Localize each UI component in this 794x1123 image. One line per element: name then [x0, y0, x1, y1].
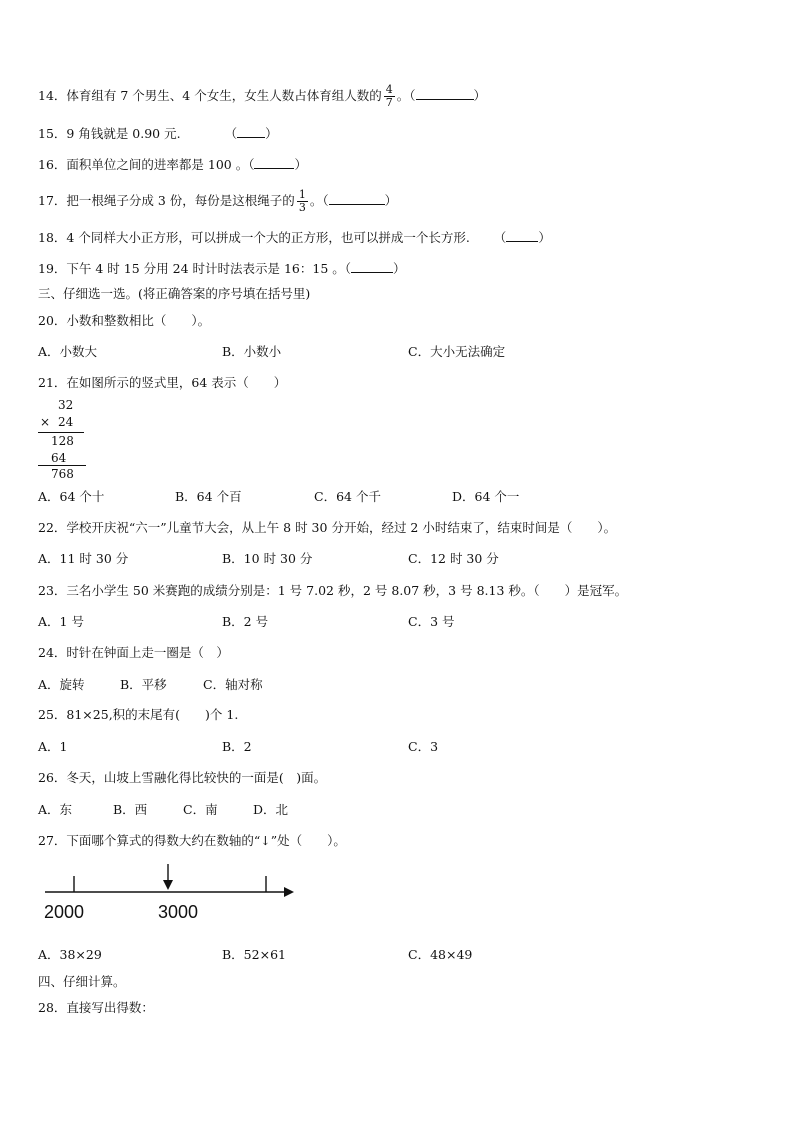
- q26-option-c[interactable]: C．南: [183, 802, 218, 817]
- product-result: 768: [51, 467, 74, 481]
- question-15: 15．9 角钱就是 0.90 元. （ ）: [38, 126, 278, 141]
- question-24: 24．时针在钟面上走一圈是（ ）: [38, 645, 229, 660]
- q21-option-a[interactable]: A．64 个十: [38, 489, 105, 504]
- question-14-text: 14．体育组有 7 个男生、4 个女生，女生人数占体育组人数的: [38, 88, 382, 103]
- q24-option-b[interactable]: B．平移: [120, 677, 167, 692]
- q25-option-b[interactable]: B．2: [222, 739, 252, 754]
- multiplier: 24: [58, 415, 74, 429]
- section-3-heading: 三、仔细选一选。(将正确答案的序号填在括号里): [38, 286, 311, 301]
- axis-label-2000: 2000: [44, 902, 85, 922]
- question-21: 21．在如图所示的竖式里，64 表示（ ）: [38, 375, 287, 390]
- answer-blank[interactable]: [329, 192, 385, 205]
- calc-line-1: [38, 432, 84, 433]
- fraction-1-3: $\frac{1}{3}$: [298, 188, 306, 214]
- answer-blank[interactable]: [506, 229, 538, 242]
- question-14: 14．体育组有 7 个男生、4 个女生，女生人数占体育组人数的 $\frac{4}{7}$ 。（ ）: [38, 83, 487, 109]
- section-4-heading: 四、仔细计算。: [38, 974, 126, 989]
- q21-option-d[interactable]: D．64 个一: [452, 489, 520, 504]
- q26-option-b[interactable]: B．西: [113, 802, 148, 817]
- q25-option-c[interactable]: C．3: [408, 739, 439, 754]
- q20-option-a[interactable]: A．小数大: [38, 344, 98, 359]
- calc-line-2: [38, 465, 86, 466]
- q22-option-a[interactable]: A．11 时 30 分: [38, 551, 129, 566]
- q20-option-c[interactable]: C．大小无法确定: [408, 344, 506, 359]
- q27-option-c[interactable]: C．48×49: [408, 947, 473, 962]
- q21-option-c[interactable]: C．64 个千: [314, 489, 381, 504]
- axis-label-3000: 3000: [158, 902, 199, 922]
- question-27: 27．下面哪个算式的得数大约在数轴的“↓”处（ ）。: [38, 833, 346, 848]
- multiply-sign: ×: [40, 415, 51, 429]
- q27-option-b[interactable]: B．52×61: [222, 947, 286, 962]
- partial-product-1: 128: [51, 434, 74, 448]
- partial-product-2: 64: [51, 451, 67, 465]
- question-17: 17．把一根绳子分成 3 份，每份是这根绳子的 $\frac{1}{3}$ 。（ ）: [38, 188, 398, 214]
- q25-option-a[interactable]: A．1: [38, 739, 68, 754]
- answer-blank[interactable]: [416, 87, 474, 100]
- question-28: 28．直接写出得数：: [38, 1000, 154, 1015]
- q22-option-c[interactable]: C．12 时 30 分: [408, 551, 499, 566]
- question-25: 25．81×25,积的末尾有( )个 1.: [38, 707, 239, 722]
- down-arrow-icon: [163, 880, 173, 890]
- q24-option-a[interactable]: A．旋转: [38, 677, 85, 692]
- q22-option-b[interactable]: B．10 时 30 分: [222, 551, 313, 566]
- question-18: 18．4 个同样大小正方形，可以拼成一个大的正方形，也可以拼成一个长方形. （ ）: [38, 230, 551, 245]
- q20-option-b[interactable]: B．小数小: [222, 344, 282, 359]
- fraction-4-7: $\frac{4}{7}$: [385, 83, 393, 109]
- question-22: 22．学校开庆祝“六一”儿童节大会，从上午 8 时 30 分开始，经过 2 小时结束了，结束时间是（ ）。: [38, 520, 617, 535]
- multiplicand: 32: [58, 398, 74, 412]
- question-20: 20．小数和整数相比（ ）。: [38, 313, 211, 328]
- q26-option-d[interactable]: D．北: [253, 802, 289, 817]
- q24-option-c[interactable]: C．轴对称: [203, 677, 263, 692]
- question-17-text: 17．把一根绳子分成 3 份，每份是这根绳子的: [38, 193, 295, 208]
- question-23: 23．三名小学生 50 米赛跑的成绩分别是：1 号 7.02 秒，2 号 8.07 秒，3 号 8.13 秒。（ ）是冠军。: [38, 583, 628, 598]
- axis-arrowhead: [284, 887, 294, 897]
- question-19-text: 19．下午 4 时 15 分用 24 时计时法表示是 16：15 。（: [38, 261, 352, 276]
- question-16-text: 16．面积单位之间的进率都是 100 。（: [38, 157, 255, 172]
- question-16: 16．面积单位之间的进率都是 100 。（ ）: [38, 157, 307, 172]
- question-18-text: 18．4 个同样大小正方形，可以拼成一个大的正方形，也可以拼成一个长方形.: [38, 230, 470, 245]
- q21-option-b[interactable]: B．64 个百: [175, 489, 242, 504]
- q23-option-c[interactable]: C．3 号: [408, 614, 455, 629]
- question-19: 19．下午 4 时 15 分用 24 时计时法表示是 16：15 。（ ）: [38, 261, 406, 276]
- q27-option-a[interactable]: A．38×29: [38, 947, 102, 962]
- q23-option-b[interactable]: B．2 号: [222, 614, 269, 629]
- number-line: [40, 862, 310, 935]
- question-15-text: 15．9 角钱就是 0.90 元.: [38, 126, 181, 141]
- q26-option-a[interactable]: A．东: [38, 802, 73, 817]
- answer-blank[interactable]: [237, 125, 265, 138]
- question-26: 26．冬天，山坡上雪融化得比较快的一面是( )面。: [38, 770, 327, 785]
- answer-blank[interactable]: [351, 260, 393, 273]
- q23-option-a[interactable]: A．1 号: [38, 614, 84, 629]
- answer-blank[interactable]: [254, 156, 294, 169]
